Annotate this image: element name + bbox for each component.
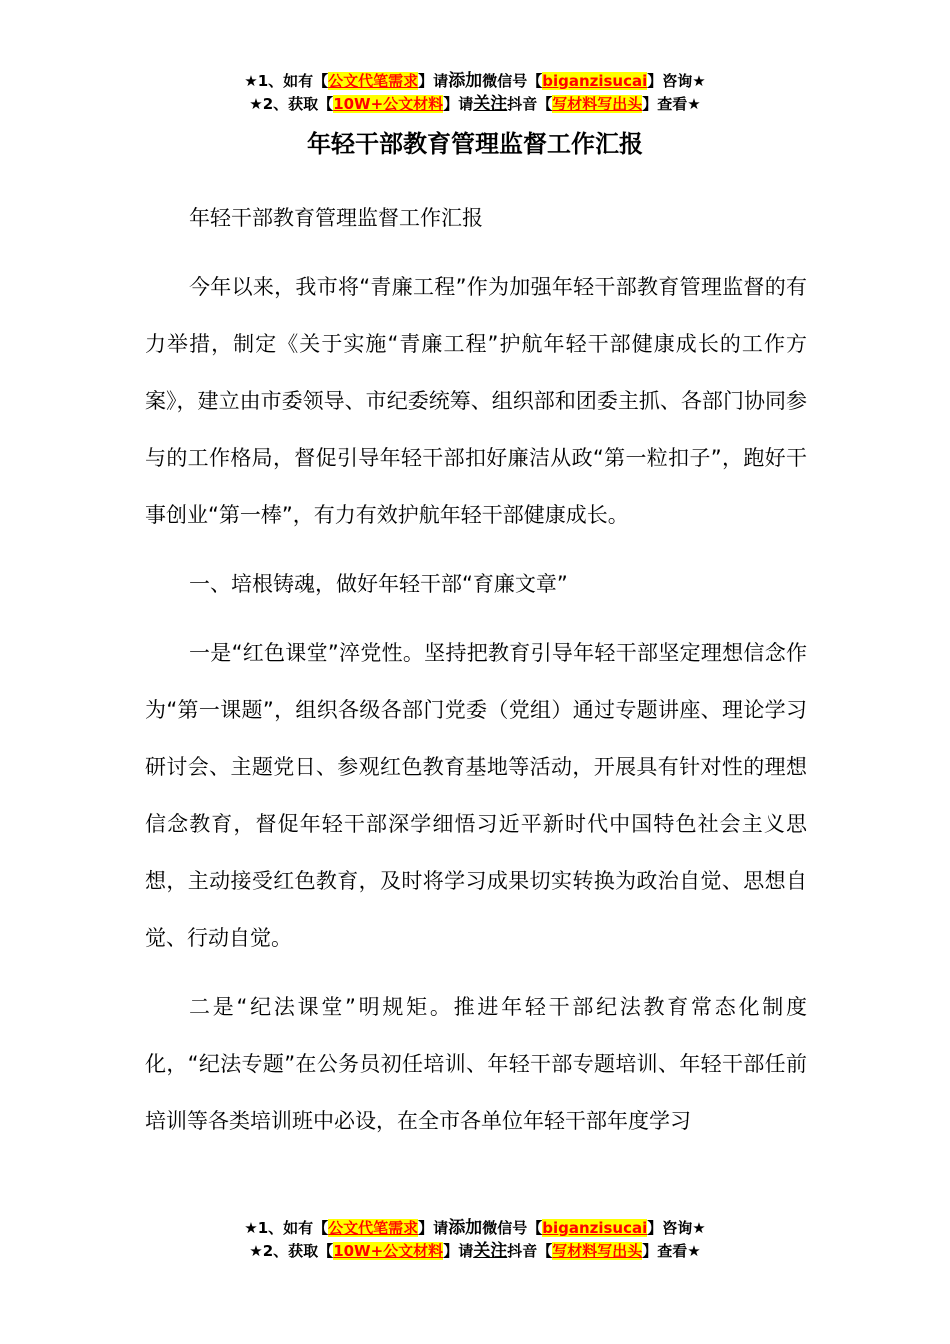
banner-text: 】咨询★	[647, 72, 706, 90]
banner-emphasis: 添加	[448, 1218, 483, 1238]
banner-emphasis: 关注	[473, 94, 508, 114]
banner-highlight: 公文代笔需求	[328, 1219, 419, 1237]
banner-text: 】咨询★	[647, 1219, 706, 1237]
banner-highlight: biganzisucai	[542, 72, 648, 90]
banner-text: 】请	[443, 1242, 474, 1260]
footer-banner	[0, 1217, 950, 1263]
banner-text: 微信号【	[482, 72, 543, 90]
paragraph-subtitle: 年轻干部教育管理监督工作汇报	[189, 206, 483, 230]
banner-text: ★1、如有【	[244, 1219, 329, 1237]
banner-text: ★2、获取【	[249, 1242, 334, 1260]
banner-line-2	[0, 93, 950, 116]
banner-text: 】查看★	[642, 95, 701, 113]
banner-text: 】请	[418, 72, 449, 90]
header-banner	[0, 70, 950, 116]
banner-text: 】请	[418, 1219, 449, 1237]
document-title: 年轻干部教育管理监督工作汇报	[307, 130, 643, 158]
banner-line-1	[0, 1217, 950, 1240]
document-body	[145, 190, 807, 1162]
banner-text: 】查看★	[642, 1242, 701, 1260]
banner-highlight: 10W+公文材料	[333, 95, 444, 113]
banner-line-1	[0, 70, 950, 93]
banner-highlight: 写材料写出头	[552, 1242, 643, 1260]
section-heading: 一、培根铸魂，做好年轻干部“育廉文章”	[189, 572, 568, 596]
paragraph: 今年以来，我市将“青廉工程”作为加强年轻干部教育管理监督的有力举措，制定《关于实施“青廉工程”护航年轻干部健康成长的工作方案》，建立由市委领导、市纪委统筹、组织部和团委主抓、各部门协同参与的工作格局，督促引导年轻干部扣好廉洁从政“第一粒扣子”，跑好干事创业“第一棒”，有力有效护航年轻干部健康成长。	[145, 275, 807, 527]
banner-text: 微信号【	[482, 1219, 543, 1237]
banner-text: 抖音【	[507, 95, 553, 113]
paragraph: 二是“纪法课堂”明规矩。推进年轻干部纪法教育常态化制度化，“纪法专题”在公务员初任培训、年轻干部专题培训、年轻干部任前培训等各类培训班中必设，在全市各单位年轻干部年度学习	[145, 995, 807, 1133]
banner-emphasis: 关注	[473, 1241, 508, 1261]
banner-emphasis: 添加	[448, 71, 483, 91]
banner-highlight: biganzisucai	[542, 1219, 648, 1237]
banner-highlight: 10W+公文材料	[333, 1242, 444, 1260]
banner-text: ★1、如有【	[244, 72, 329, 90]
banner-text: ★2、获取【	[249, 95, 334, 113]
banner-text: 】请	[443, 95, 474, 113]
banner-line-2	[0, 1240, 950, 1263]
banner-highlight: 公文代笔需求	[328, 72, 419, 90]
paragraph: 一是“红色课堂”淬党性。坚持把教育引导年轻干部坚定理想信念作为“第一课题”，组织各级各部门党委（党组）通过专题讲座、理论学习研讨会、主题党日、参观红色教育基地等活动，开展具有针对性的理想信念教育，督促年轻干部深学细悟习近平新时代中国特色社会主义思想，主动接受红色教育，及时将学习成果切实转换为政治自觉、思想自觉、行动自觉。	[145, 641, 807, 950]
banner-text: 抖音【	[507, 1242, 553, 1260]
banner-highlight: 写材料写出头	[552, 95, 643, 113]
